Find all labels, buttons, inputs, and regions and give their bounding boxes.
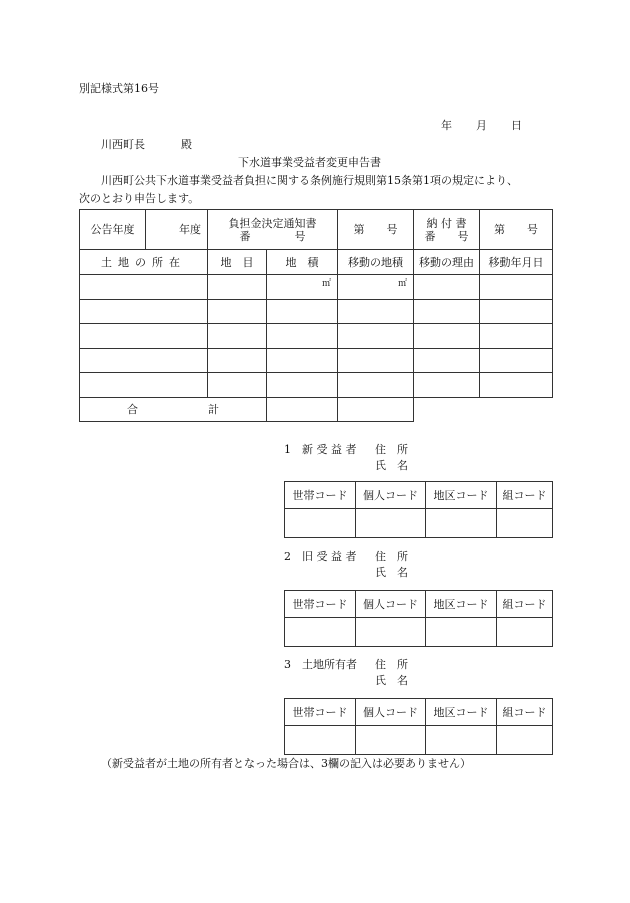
table-row xyxy=(80,349,553,373)
household-code-cell[interactable] xyxy=(285,618,356,647)
group-code-header: 組コード xyxy=(497,591,553,618)
district-code-header: 地区コード xyxy=(426,591,497,618)
moved-area-cell[interactable] xyxy=(338,324,414,349)
group-code-cell[interactable] xyxy=(497,509,553,538)
personal-code-cell[interactable] xyxy=(356,509,426,538)
move-date-cell[interactable] xyxy=(480,349,553,373)
date-month: 月 xyxy=(476,119,487,132)
table-row xyxy=(80,300,553,324)
move-date-cell[interactable] xyxy=(480,373,553,398)
year-suffix: 年度 xyxy=(179,223,201,236)
move-date-cell[interactable] xyxy=(480,275,553,300)
land-area-cell[interactable] xyxy=(267,373,338,398)
col-land-area: 地 積 xyxy=(267,250,338,275)
col-move-reason: 移動の理由 xyxy=(414,250,480,275)
moved-area-cell[interactable] xyxy=(338,275,414,300)
section-3-name-label: 氏 名 xyxy=(375,674,408,687)
notice-number-label xyxy=(208,210,338,250)
col-moved-area: 移動の地積 xyxy=(338,250,414,275)
household-code-cell[interactable] xyxy=(285,726,356,755)
total-moved-area[interactable] xyxy=(338,398,414,422)
move-reason-cell[interactable] xyxy=(414,324,480,349)
table-row xyxy=(80,373,553,398)
notice-row xyxy=(80,210,553,250)
column-header-row xyxy=(80,250,553,275)
notice-number-label-line2: 番 号 xyxy=(239,229,306,243)
personal-code-header: 個人コード xyxy=(356,699,426,726)
area-unit: ㎡ xyxy=(321,279,331,289)
total-label-char-2: 計 xyxy=(208,403,219,416)
land-area-cell[interactable] xyxy=(267,300,338,324)
section-2-address-label: 住 所 xyxy=(375,550,408,563)
land-location-cell[interactable] xyxy=(80,300,208,324)
table-row xyxy=(80,324,553,349)
intro-line-1: 川西町公共下水道事業受益者負担に関する条例施行規則第15条第1項の規定により、 xyxy=(101,174,518,187)
total-row xyxy=(80,398,553,422)
payment-number-label-line2: 番 号 xyxy=(424,229,469,243)
code-input-row xyxy=(285,509,553,538)
section-1-name-label: 氏 名 xyxy=(375,459,408,472)
section-2-heading: 2 旧 受 益 者 xyxy=(284,550,357,563)
personal-code-cell[interactable] xyxy=(356,618,426,647)
addressee-honorific: 殿 xyxy=(181,138,192,151)
district-code-cell[interactable] xyxy=(426,509,497,538)
land-category-cell[interactable] xyxy=(208,349,267,373)
household-code-header: 世帯コード xyxy=(285,591,356,618)
footnote: （新受益者が土地の所有者となった場合は、3欄の記入は必要ありません） xyxy=(101,757,471,770)
move-date-cell[interactable] xyxy=(480,300,553,324)
total-land-area[interactable] xyxy=(267,398,338,422)
land-category-cell[interactable] xyxy=(208,373,267,398)
land-area-cell[interactable] xyxy=(267,324,338,349)
document-title: 下水道事業受益者変更申告書 xyxy=(238,156,381,169)
section-3-address-label: 住 所 xyxy=(375,658,408,671)
notice-year-label: 公告年度 xyxy=(80,210,146,250)
district-code-cell[interactable] xyxy=(426,618,497,647)
total-label xyxy=(80,398,267,422)
payment-number-label-line1: 納 付 書 xyxy=(426,216,467,230)
household-code-cell[interactable] xyxy=(285,509,356,538)
notice-number-input[interactable]: 第 号 xyxy=(338,210,414,250)
date-year: 年 xyxy=(441,119,452,132)
moved-area-cell[interactable] xyxy=(338,300,414,324)
date-day: 日 xyxy=(511,119,522,132)
col-land-category: 地 目 xyxy=(208,250,267,275)
land-category-cell[interactable] xyxy=(208,275,267,300)
household-code-header: 世帯コード xyxy=(285,482,356,509)
code-table-1 xyxy=(284,481,553,538)
group-code-header: 組コード xyxy=(497,482,553,509)
payment-number-input[interactable]: 第 号 xyxy=(480,210,553,250)
code-header-row xyxy=(285,699,553,726)
code-table-3 xyxy=(284,698,553,755)
blank-cell xyxy=(414,398,480,422)
code-header-row xyxy=(285,482,553,509)
moved-area-cell[interactable] xyxy=(338,349,414,373)
notice-year-input[interactable] xyxy=(146,210,208,250)
total-label-char-1: 合 xyxy=(127,403,138,416)
addressee-name: 川西町長 xyxy=(101,138,145,151)
form-number: 別記様式第16号 xyxy=(79,82,159,95)
section-1-heading: 1 新 受 益 者 xyxy=(284,443,357,456)
move-reason-cell[interactable] xyxy=(414,349,480,373)
household-code-header: 世帯コード xyxy=(285,699,356,726)
payment-number-label xyxy=(414,210,480,250)
table-row xyxy=(80,275,553,300)
col-move-date: 移動年月日 xyxy=(480,250,553,275)
group-code-cell[interactable] xyxy=(497,618,553,647)
area-unit: ㎡ xyxy=(397,279,407,289)
intro-line-2: 次のとおり申告します。 xyxy=(79,192,200,205)
code-header-row xyxy=(285,591,553,618)
land-area-cell[interactable] xyxy=(267,275,338,300)
col-land-location: 土地の所在 xyxy=(80,250,208,275)
section-2-name-label: 氏 名 xyxy=(375,566,408,579)
group-code-cell[interactable] xyxy=(497,726,553,755)
land-category-cell[interactable] xyxy=(208,324,267,349)
land-location-cell[interactable] xyxy=(80,324,208,349)
land-location-cell[interactable] xyxy=(80,373,208,398)
move-reason-cell[interactable] xyxy=(414,300,480,324)
personal-code-header: 個人コード xyxy=(356,591,426,618)
land-table xyxy=(79,209,553,422)
move-reason-cell[interactable] xyxy=(414,275,480,300)
group-code-header: 組コード xyxy=(497,699,553,726)
move-reason-cell[interactable] xyxy=(414,373,480,398)
move-date-cell[interactable] xyxy=(480,324,553,349)
district-code-cell[interactable] xyxy=(426,726,497,755)
code-input-row xyxy=(285,618,553,647)
personal-code-header: 個人コード xyxy=(356,482,426,509)
notice-number-label-line1: 負担金決定通知書 xyxy=(228,216,317,230)
section-1-address-label: 住 所 xyxy=(375,443,408,456)
land-area-cell[interactable] xyxy=(267,349,338,373)
personal-code-cell[interactable] xyxy=(356,726,426,755)
code-table-2 xyxy=(284,590,553,647)
code-input-row xyxy=(285,726,553,755)
land-category-cell[interactable] xyxy=(208,300,267,324)
section-3-heading: 3 土地所有者 xyxy=(284,658,357,671)
blank-cell xyxy=(480,398,553,422)
district-code-header: 地区コード xyxy=(426,482,497,509)
moved-area-cell[interactable] xyxy=(338,373,414,398)
land-location-cell[interactable] xyxy=(80,275,208,300)
land-location-cell[interactable] xyxy=(80,349,208,373)
district-code-header: 地区コード xyxy=(426,699,497,726)
